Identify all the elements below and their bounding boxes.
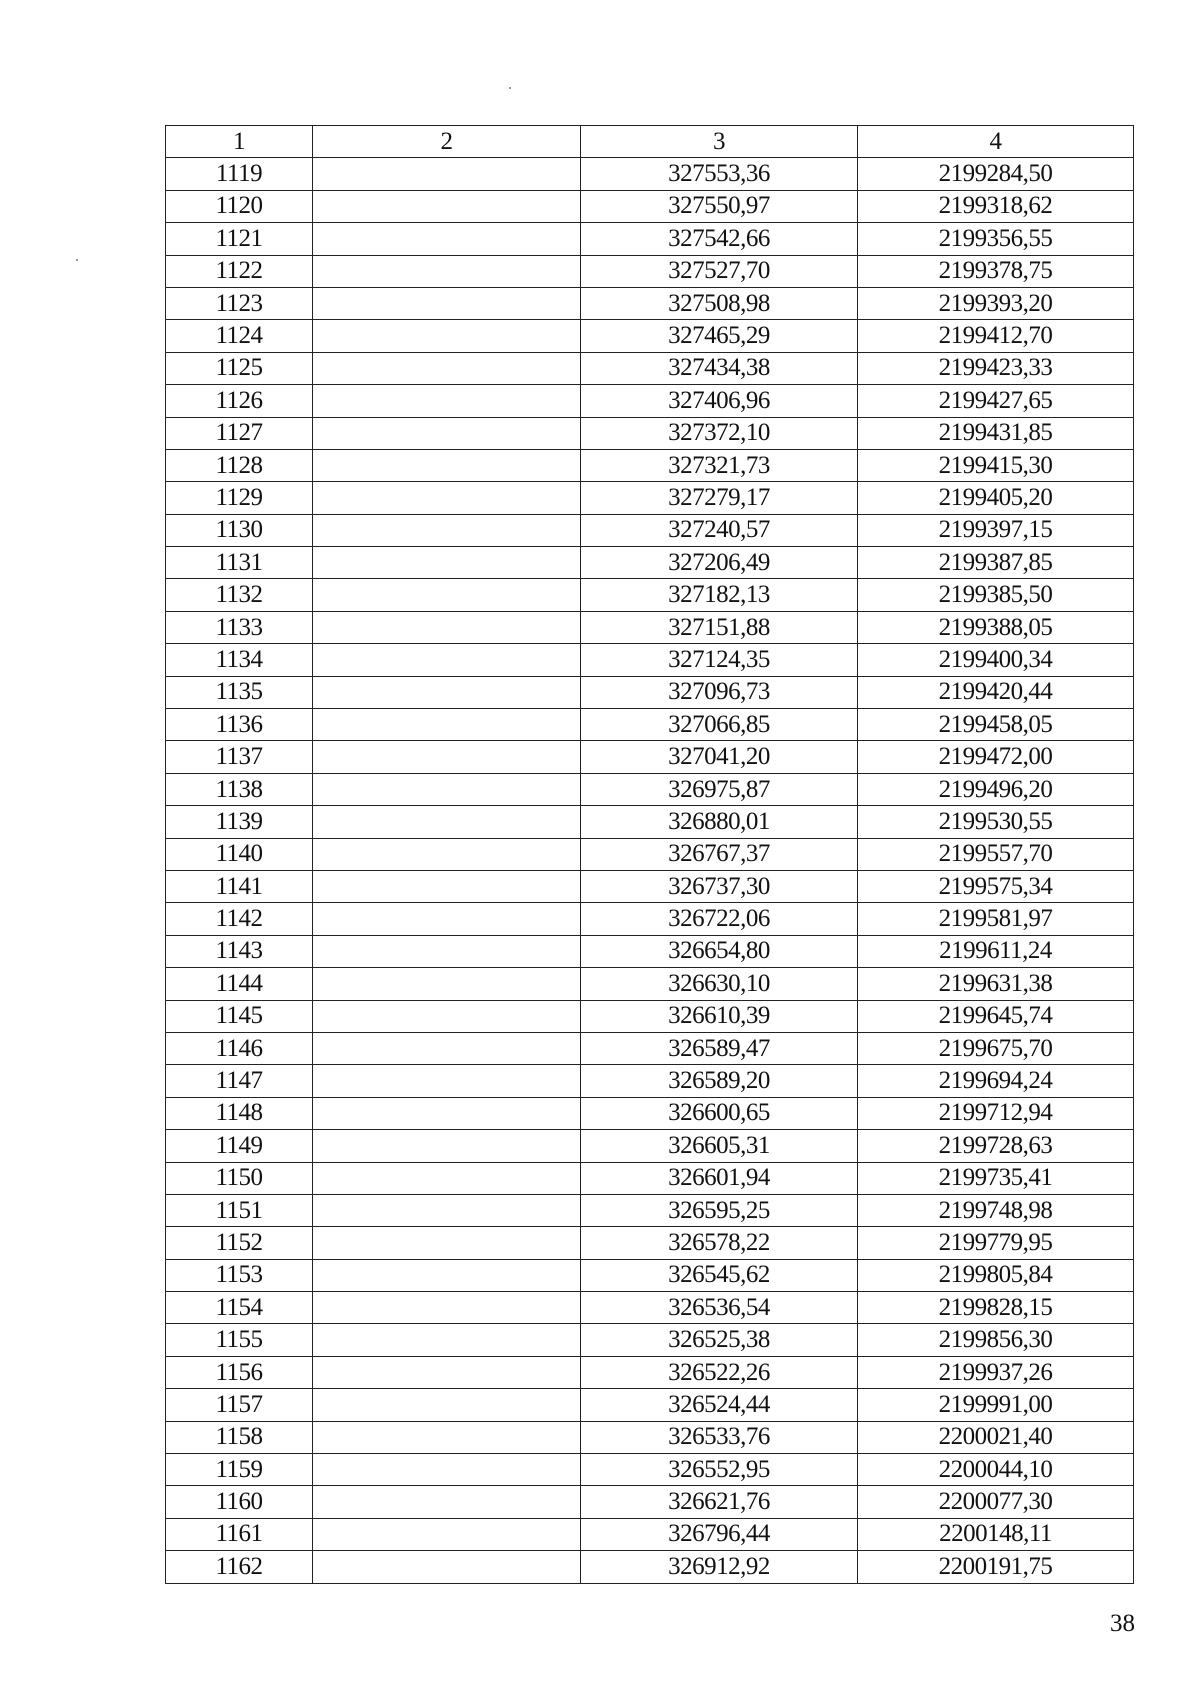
table-row: [166, 1065, 1134, 1097]
y-coordinate-cell: 2199728,63: [858, 1130, 1134, 1162]
table-row: [166, 255, 1134, 287]
point-number-cell: 1134: [166, 644, 313, 676]
table-row: [166, 1162, 1134, 1194]
y-coordinate-cell: 2199427,65: [858, 385, 1134, 417]
x-coordinate-cell: 327542,66: [581, 223, 858, 255]
y-coordinate-cell: 2199318,62: [858, 190, 1134, 222]
point-number-cell: 1127: [166, 417, 313, 449]
y-coordinate-cell: 2199856,30: [858, 1324, 1134, 1356]
point-number-cell: 1148: [166, 1097, 313, 1129]
y-coordinate-cell: 2199458,05: [858, 709, 1134, 741]
x-coordinate-cell: 326589,20: [581, 1065, 858, 1097]
point-number-cell: 1144: [166, 968, 313, 1000]
empty-cell: [313, 676, 581, 708]
point-number-cell: 1119: [166, 158, 313, 190]
y-coordinate-cell: 2199388,05: [858, 611, 1134, 643]
y-coordinate-cell: 2199645,74: [858, 1000, 1134, 1032]
y-coordinate-cell: 2199393,20: [858, 287, 1134, 319]
x-coordinate-cell: 326589,47: [581, 1032, 858, 1064]
y-coordinate-cell: 2200077,30: [858, 1486, 1134, 1518]
table-row: [166, 1486, 1134, 1518]
point-number-cell: 1131: [166, 547, 313, 579]
empty-cell: [313, 190, 581, 222]
empty-cell: [313, 1032, 581, 1064]
table-row: [166, 1324, 1134, 1356]
empty-cell: [313, 320, 581, 352]
table-header: [166, 126, 1134, 158]
empty-cell: [313, 1356, 581, 1388]
y-coordinate-cell: 2199575,34: [858, 870, 1134, 902]
empty-cell: [313, 579, 581, 611]
table-row: [166, 676, 1134, 708]
x-coordinate-cell: 327527,70: [581, 255, 858, 287]
y-coordinate-cell: 2200148,11: [858, 1518, 1134, 1550]
empty-cell: [313, 935, 581, 967]
x-coordinate-cell: 327508,98: [581, 287, 858, 319]
empty-cell: [313, 1065, 581, 1097]
empty-cell: [313, 806, 581, 838]
y-coordinate-cell: 2199356,55: [858, 223, 1134, 255]
table-row: [166, 1518, 1134, 1550]
point-number-cell: 1124: [166, 320, 313, 352]
x-coordinate-cell: 327206,49: [581, 547, 858, 579]
point-number-cell: 1160: [166, 1486, 313, 1518]
point-number-cell: 1123: [166, 287, 313, 319]
point-number-cell: 1142: [166, 903, 313, 935]
x-coordinate-cell: 327406,96: [581, 385, 858, 417]
column-header-3: 3: [581, 126, 858, 158]
table-row: [166, 1000, 1134, 1032]
x-coordinate-cell: 326912,92: [581, 1551, 858, 1583]
table-row: [166, 158, 1134, 190]
empty-cell: [313, 709, 581, 741]
point-number-cell: 1130: [166, 514, 313, 546]
empty-cell: [313, 1130, 581, 1162]
column-header-1: 1: [166, 126, 313, 158]
empty-cell: [313, 644, 581, 676]
empty-cell: [313, 611, 581, 643]
table-row: [166, 1454, 1134, 1486]
y-coordinate-cell: 2200044,10: [858, 1454, 1134, 1486]
point-number-cell: 1122: [166, 255, 313, 287]
y-coordinate-cell: 2199779,95: [858, 1227, 1134, 1259]
table-row: [166, 385, 1134, 417]
y-coordinate-cell: 2199496,20: [858, 773, 1134, 805]
empty-cell: [313, 968, 581, 1000]
empty-cell: [313, 1454, 581, 1486]
table-body: [166, 158, 1134, 1583]
table-row: [166, 644, 1134, 676]
x-coordinate-cell: 327321,73: [581, 449, 858, 481]
x-coordinate-cell: 326595,25: [581, 1194, 858, 1226]
scan-speck: [76, 259, 78, 261]
table-row: [166, 709, 1134, 741]
x-coordinate-cell: 327096,73: [581, 676, 858, 708]
x-coordinate-cell: 326630,10: [581, 968, 858, 1000]
table-row: [166, 1130, 1134, 1162]
x-coordinate-cell: 327124,35: [581, 644, 858, 676]
table-row: [166, 1356, 1134, 1388]
y-coordinate-cell: 2200191,75: [858, 1551, 1134, 1583]
y-coordinate-cell: 2200021,40: [858, 1421, 1134, 1453]
x-coordinate-cell: 326522,26: [581, 1356, 858, 1388]
table-row: [166, 223, 1134, 255]
empty-cell: [313, 1194, 581, 1226]
empty-cell: [313, 255, 581, 287]
table-row: [166, 870, 1134, 902]
x-coordinate-cell: 326975,87: [581, 773, 858, 805]
point-number-cell: 1153: [166, 1259, 313, 1291]
y-coordinate-cell: 2199675,70: [858, 1032, 1134, 1064]
table-row: [166, 514, 1134, 546]
x-coordinate-cell: 326600,65: [581, 1097, 858, 1129]
y-coordinate-cell: 2199412,70: [858, 320, 1134, 352]
column-header-2: 2: [313, 126, 581, 158]
y-coordinate-cell: 2199284,50: [858, 158, 1134, 190]
table-row: [166, 287, 1134, 319]
point-number-cell: 1146: [166, 1032, 313, 1064]
x-coordinate-cell: 326601,94: [581, 1162, 858, 1194]
table-row: [166, 579, 1134, 611]
empty-cell: [313, 870, 581, 902]
x-coordinate-cell: 326545,62: [581, 1259, 858, 1291]
empty-cell: [313, 385, 581, 417]
empty-cell: [313, 449, 581, 481]
empty-cell: [313, 838, 581, 870]
point-number-cell: 1137: [166, 741, 313, 773]
point-number-cell: 1151: [166, 1194, 313, 1226]
point-number-cell: 1125: [166, 352, 313, 384]
point-number-cell: 1128: [166, 449, 313, 481]
x-coordinate-cell: 326578,22: [581, 1227, 858, 1259]
empty-cell: [313, 1259, 581, 1291]
empty-cell: [313, 1421, 581, 1453]
table-row: [166, 449, 1134, 481]
point-number-cell: 1136: [166, 709, 313, 741]
empty-cell: [313, 514, 581, 546]
empty-cell: [313, 287, 581, 319]
table-row: [166, 547, 1134, 579]
empty-cell: [313, 1389, 581, 1421]
table-row: [166, 1259, 1134, 1291]
y-coordinate-cell: 2199397,15: [858, 514, 1134, 546]
table-row: [166, 482, 1134, 514]
y-coordinate-cell: 2199805,84: [858, 1259, 1134, 1291]
point-number-cell: 1120: [166, 190, 313, 222]
table-row: [166, 1194, 1134, 1226]
point-number-cell: 1135: [166, 676, 313, 708]
x-coordinate-cell: 326605,31: [581, 1130, 858, 1162]
x-coordinate-cell: 326880,01: [581, 806, 858, 838]
y-coordinate-cell: 2199420,44: [858, 676, 1134, 708]
point-number-cell: 1157: [166, 1389, 313, 1421]
point-number-cell: 1140: [166, 838, 313, 870]
table-row: [166, 741, 1134, 773]
empty-cell: [313, 547, 581, 579]
y-coordinate-cell: 2199415,30: [858, 449, 1134, 481]
x-coordinate-cell: 326621,76: [581, 1486, 858, 1518]
y-coordinate-cell: 2199530,55: [858, 806, 1134, 838]
x-coordinate-cell: 326767,37: [581, 838, 858, 870]
y-coordinate-cell: 2199712,94: [858, 1097, 1134, 1129]
y-coordinate-cell: 2199937,26: [858, 1356, 1134, 1388]
point-number-cell: 1156: [166, 1356, 313, 1388]
empty-cell: [313, 773, 581, 805]
x-coordinate-cell: 327151,88: [581, 611, 858, 643]
x-coordinate-cell: 326525,38: [581, 1324, 858, 1356]
point-number-cell: 1143: [166, 935, 313, 967]
point-number-cell: 1133: [166, 611, 313, 643]
empty-cell: [313, 482, 581, 514]
y-coordinate-cell: 2199387,85: [858, 547, 1134, 579]
table-row: [166, 417, 1134, 449]
table-row: [166, 1097, 1134, 1129]
x-coordinate-cell: 326796,44: [581, 1518, 858, 1550]
table-row: [166, 1032, 1134, 1064]
x-coordinate-cell: 327465,29: [581, 320, 858, 352]
point-number-cell: 1139: [166, 806, 313, 838]
x-coordinate-cell: 326654,80: [581, 935, 858, 967]
x-coordinate-cell: 326533,76: [581, 1421, 858, 1453]
point-number-cell: 1149: [166, 1130, 313, 1162]
y-coordinate-cell: 2199748,98: [858, 1194, 1134, 1226]
header-row: [166, 126, 1134, 158]
empty-cell: [313, 1097, 581, 1129]
point-number-cell: 1147: [166, 1065, 313, 1097]
x-coordinate-cell: 327372,10: [581, 417, 858, 449]
y-coordinate-cell: 2199472,00: [858, 741, 1134, 773]
table-row: [166, 611, 1134, 643]
table-row: [166, 838, 1134, 870]
point-number-cell: 1162: [166, 1551, 313, 1583]
x-coordinate-cell: 326536,54: [581, 1292, 858, 1324]
page-number: 38: [1110, 1610, 1135, 1637]
x-coordinate-cell: 327279,17: [581, 482, 858, 514]
y-coordinate-cell: 2199378,75: [858, 255, 1134, 287]
y-coordinate-cell: 2199735,41: [858, 1162, 1134, 1194]
table-row: [166, 190, 1134, 222]
point-number-cell: 1150: [166, 1162, 313, 1194]
empty-cell: [313, 417, 581, 449]
empty-cell: [313, 158, 581, 190]
y-coordinate-cell: 2199405,20: [858, 482, 1134, 514]
empty-cell: [313, 1000, 581, 1032]
empty-cell: [313, 1324, 581, 1356]
x-coordinate-cell: 326722,06: [581, 903, 858, 935]
point-number-cell: 1132: [166, 579, 313, 611]
x-coordinate-cell: 327240,57: [581, 514, 858, 546]
point-number-cell: 1121: [166, 223, 313, 255]
point-number-cell: 1158: [166, 1421, 313, 1453]
x-coordinate-cell: 327041,20: [581, 741, 858, 773]
empty-cell: [313, 223, 581, 255]
y-coordinate-cell: 2199828,15: [858, 1292, 1134, 1324]
point-number-cell: 1161: [166, 1518, 313, 1550]
y-coordinate-cell: 2199694,24: [858, 1065, 1134, 1097]
y-coordinate-cell: 2199385,50: [858, 579, 1134, 611]
table-row: [166, 773, 1134, 805]
y-coordinate-cell: 2199631,38: [858, 968, 1134, 1000]
y-coordinate-cell: 2199423,33: [858, 352, 1134, 384]
table-row: [166, 1227, 1134, 1259]
x-coordinate-cell: 326524,44: [581, 1389, 858, 1421]
empty-cell: [313, 1551, 581, 1583]
point-number-cell: 1159: [166, 1454, 313, 1486]
point-number-cell: 1126: [166, 385, 313, 417]
point-number-cell: 1154: [166, 1292, 313, 1324]
table-row: [166, 806, 1134, 838]
table-row: [166, 968, 1134, 1000]
x-coordinate-cell: 326737,30: [581, 870, 858, 902]
column-header-4: 4: [858, 126, 1134, 158]
empty-cell: [313, 1292, 581, 1324]
y-coordinate-cell: 2199991,00: [858, 1389, 1134, 1421]
x-coordinate-cell: 326552,95: [581, 1454, 858, 1486]
coordinates-table: [165, 125, 1134, 1584]
table-row: [166, 1292, 1134, 1324]
y-coordinate-cell: 2199611,24: [858, 935, 1134, 967]
empty-cell: [313, 1486, 581, 1518]
y-coordinate-cell: 2199400,34: [858, 644, 1134, 676]
point-number-cell: 1141: [166, 870, 313, 902]
empty-cell: [313, 1162, 581, 1194]
point-number-cell: 1155: [166, 1324, 313, 1356]
point-number-cell: 1152: [166, 1227, 313, 1259]
empty-cell: [313, 741, 581, 773]
empty-cell: [313, 1518, 581, 1550]
empty-cell: [313, 1227, 581, 1259]
table-row: [166, 1389, 1134, 1421]
scan-speck: [509, 87, 511, 89]
x-coordinate-cell: 327182,13: [581, 579, 858, 611]
y-coordinate-cell: 2199557,70: [858, 838, 1134, 870]
table-row: [166, 352, 1134, 384]
empty-cell: [313, 352, 581, 384]
table-row: [166, 1421, 1134, 1453]
table-row: [166, 1551, 1134, 1583]
x-coordinate-cell: 327434,38: [581, 352, 858, 384]
y-coordinate-cell: 2199431,85: [858, 417, 1134, 449]
x-coordinate-cell: 326610,39: [581, 1000, 858, 1032]
table-row: [166, 903, 1134, 935]
point-number-cell: 1145: [166, 1000, 313, 1032]
point-number-cell: 1129: [166, 482, 313, 514]
x-coordinate-cell: 327066,85: [581, 709, 858, 741]
y-coordinate-cell: 2199581,97: [858, 903, 1134, 935]
x-coordinate-cell: 327553,36: [581, 158, 858, 190]
empty-cell: [313, 903, 581, 935]
point-number-cell: 1138: [166, 773, 313, 805]
table-row: [166, 320, 1134, 352]
table-row: [166, 935, 1134, 967]
x-coordinate-cell: 327550,97: [581, 190, 858, 222]
